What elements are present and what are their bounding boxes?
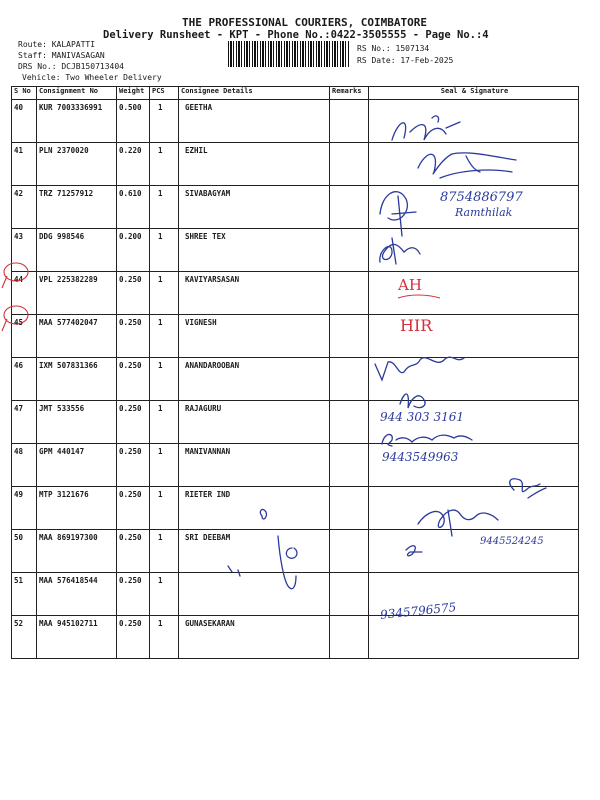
- cell-sno: 43: [12, 229, 37, 272]
- cell-pcs: 1: [150, 573, 179, 616]
- cell-weight: 0.250: [117, 530, 150, 573]
- staff-label: Staff: MANIVASAGAN: [18, 51, 105, 60]
- cell-consignee: [179, 573, 330, 616]
- col-header-weight: Weight: [117, 87, 150, 100]
- table-row: [12, 358, 579, 401]
- cell-pcs: 1: [150, 358, 179, 401]
- table-row: [12, 100, 579, 143]
- cell-weight: 0.250: [117, 487, 150, 530]
- cell-sno: 45: [12, 315, 37, 358]
- cell-pcs: 1: [150, 616, 179, 659]
- cell-consignee: RAJAGURU: [179, 401, 330, 444]
- cell-pcs: 1: [150, 186, 179, 229]
- cell-signature: [369, 530, 579, 573]
- cell-sno: 47: [12, 401, 37, 444]
- table-row: [12, 573, 579, 616]
- runsheet-table: [11, 86, 579, 659]
- cell-sno: 44: [12, 272, 37, 315]
- vehicle-label: Vehicle: Two Wheeler Delivery: [22, 73, 162, 82]
- cell-consignment: IXM 507831366: [37, 358, 117, 401]
- cell-remarks: [330, 315, 369, 358]
- cell-sno: 48: [12, 444, 37, 487]
- cell-consignment: TRZ 71257912: [37, 186, 117, 229]
- table-row: [12, 315, 579, 358]
- cell-signature: [369, 487, 579, 530]
- cell-remarks: [330, 444, 369, 487]
- cell-consignment: MTP 3121676: [37, 487, 117, 530]
- cell-pcs: 1: [150, 487, 179, 530]
- cell-signature: [369, 272, 579, 315]
- cell-pcs: 1: [150, 401, 179, 444]
- cell-remarks: [330, 487, 369, 530]
- cell-pcs: 1: [150, 272, 179, 315]
- table-header-row: [12, 87, 579, 100]
- cell-remarks: [330, 573, 369, 616]
- cell-sno: 42: [12, 186, 37, 229]
- cell-weight: 0.250: [117, 444, 150, 487]
- cell-weight: 0.200: [117, 229, 150, 272]
- cell-remarks: [330, 358, 369, 401]
- cell-weight: 0.500: [117, 100, 150, 143]
- handwritten-name-row42: Ramthilak: [455, 206, 513, 219]
- cell-sno: 40: [12, 100, 37, 143]
- cell-consignment: MAA 869197300: [37, 530, 117, 573]
- col-header-signature: Seal & Signature: [369, 87, 579, 100]
- table-row: [12, 616, 579, 659]
- cell-pcs: 1: [150, 229, 179, 272]
- cell-signature: [369, 229, 579, 272]
- cell-sno: 41: [12, 143, 37, 186]
- cell-signature: [369, 186, 579, 229]
- cell-remarks: [330, 186, 369, 229]
- table-row: [12, 186, 579, 229]
- runsheet-subtitle: Delivery Runsheet - KPT - Phone No.:0422-3505555 - Page No.:4: [103, 29, 489, 41]
- cell-signature: [369, 315, 579, 358]
- cell-consignee: SHREE TEX: [179, 229, 330, 272]
- rs-number: RS No.: 1507134: [357, 44, 430, 53]
- handwritten-phone-row52: 9345796575: [379, 600, 457, 622]
- cell-consignment: JMT 533556: [37, 401, 117, 444]
- route-label: Route: KALAPATTI: [18, 40, 96, 49]
- handwritten-note-row44: AH: [398, 276, 422, 294]
- cell-weight: 0.250: [117, 358, 150, 401]
- cell-consignee: VIGNESH: [179, 315, 330, 358]
- cell-consignment: KUR 7003336991: [37, 100, 117, 143]
- cell-pcs: 1: [150, 143, 179, 186]
- drs-label: DRS No.: DCJB150713404: [18, 62, 124, 71]
- cell-sno: 52: [12, 616, 37, 659]
- cell-consignee: SIVABAGYAM: [179, 186, 330, 229]
- cell-consignee: RIETER IND: [179, 487, 330, 530]
- cell-consignment: DDG 998546: [37, 229, 117, 272]
- barcode: [228, 41, 350, 67]
- handwritten-phone-row47: 944 303 3161: [380, 410, 464, 424]
- cell-remarks: [330, 530, 369, 573]
- cell-remarks: [330, 100, 369, 143]
- col-header-pcs: PCS: [150, 87, 179, 100]
- rs-date: RS Date: 17-Feb-2025: [357, 56, 454, 65]
- company-title: THE PROFESSIONAL COURIERS, COIMBATORE: [182, 16, 428, 29]
- cell-signature: [369, 143, 579, 186]
- cell-consignment: MAA 945102711: [37, 616, 117, 659]
- cell-remarks: [330, 616, 369, 659]
- handwritten-note-row45: HIR: [400, 316, 433, 335]
- cell-consignment: GPM 440147: [37, 444, 117, 487]
- table-row: [12, 487, 579, 530]
- cell-consignee: MANIVANNAN: [179, 444, 330, 487]
- col-header-remarks: Remarks: [330, 87, 369, 100]
- cell-pcs: 1: [150, 444, 179, 487]
- cell-consignee: ANANDAROOBAN: [179, 358, 330, 401]
- table-row: [12, 444, 579, 487]
- cell-sno: 49: [12, 487, 37, 530]
- cell-sno: 46: [12, 358, 37, 401]
- table-row: [12, 530, 579, 573]
- handwritten-phone-row48: 9443549963: [382, 450, 459, 464]
- cell-remarks: [330, 143, 369, 186]
- handwritten-phone-row42: 8754886797: [440, 190, 523, 205]
- cell-weight: 0.220: [117, 143, 150, 186]
- cell-remarks: [330, 272, 369, 315]
- cell-weight: 0.610: [117, 186, 150, 229]
- cell-signature: [369, 616, 579, 659]
- cell-weight: 0.250: [117, 573, 150, 616]
- cell-weight: 0.250: [117, 272, 150, 315]
- cell-weight: 0.250: [117, 616, 150, 659]
- cell-consignee: GUNASEKARAN: [179, 616, 330, 659]
- table-row: [12, 272, 579, 315]
- col-header-consignment: Consignment No: [37, 87, 117, 100]
- cell-sno: 50: [12, 530, 37, 573]
- cell-remarks: [330, 229, 369, 272]
- cell-weight: 0.250: [117, 401, 150, 444]
- cell-pcs: 1: [150, 530, 179, 573]
- table-row: [12, 401, 579, 444]
- cell-pcs: 1: [150, 100, 179, 143]
- table-row: [12, 229, 579, 272]
- handwritten-phone-row50: 9445524245: [480, 536, 544, 547]
- cell-weight: 0.250: [117, 315, 150, 358]
- cell-pcs: 1: [150, 315, 179, 358]
- cell-consignee: GEETHA: [179, 100, 330, 143]
- cell-signature: [369, 358, 579, 401]
- col-header-sno: S No: [12, 87, 37, 100]
- table-row: [12, 143, 579, 186]
- cell-consignment: PLN 2370020: [37, 143, 117, 186]
- cell-signature: [369, 444, 579, 487]
- cell-consignee: SRI DEEBAM: [179, 530, 330, 573]
- cell-remarks: [330, 401, 369, 444]
- cell-consignment: VPL 225382289: [37, 272, 117, 315]
- cell-sno: 51: [12, 573, 37, 616]
- cell-signature: [369, 401, 579, 444]
- cell-signature: [369, 100, 579, 143]
- cell-signature: [369, 573, 579, 616]
- cell-consignee: EZHIL: [179, 143, 330, 186]
- col-header-consignee: Consignee Details: [179, 87, 330, 100]
- cell-consignee: KAVIYARSASAN: [179, 272, 330, 315]
- cell-consignment: MAA 576418544: [37, 573, 117, 616]
- cell-consignment: MAA 577402047: [37, 315, 117, 358]
